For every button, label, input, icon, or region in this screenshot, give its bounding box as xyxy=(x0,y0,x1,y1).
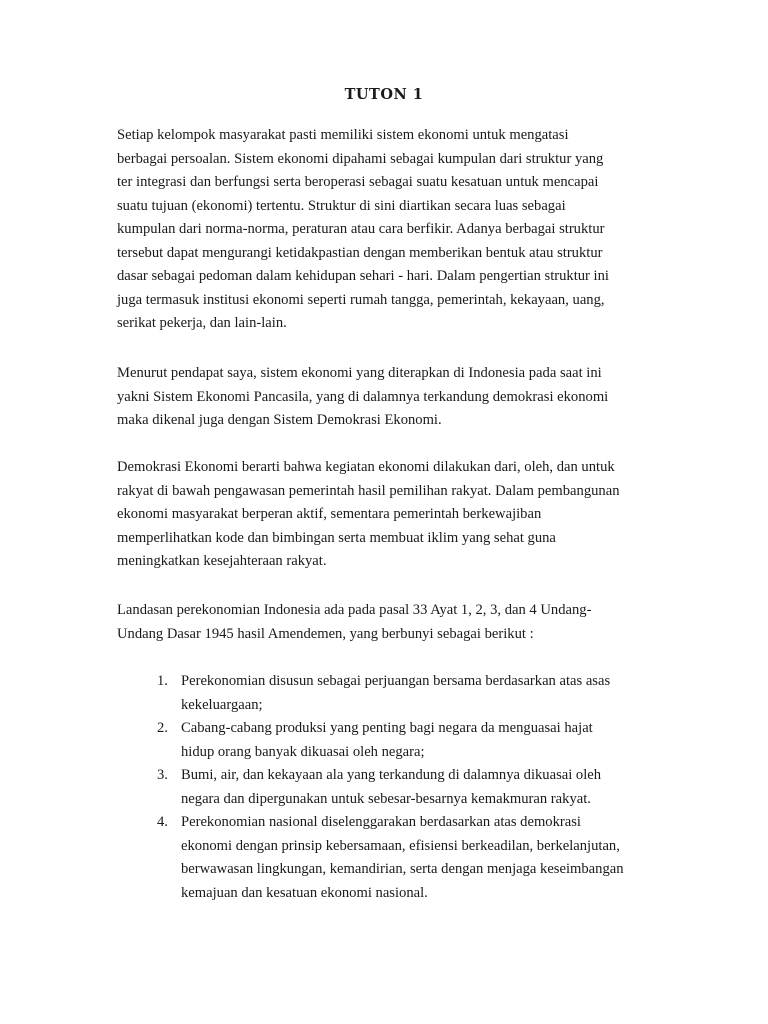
list-line: kekeluargaan; xyxy=(181,696,263,713)
paragraph-4 xyxy=(117,599,637,646)
list-line: Bumi, air, dan kekayaan ala yang terkandung di dalamnya dikuasai oleh xyxy=(181,767,602,783)
text-line: memperlihatkan kode dan bimbingan serta membuat iklim yang sehat guna xyxy=(117,529,556,546)
text-line: Demokrasi Ekonomi berarti bahwa kegiatan ekonomi dilakukan dari, oleh, dan untuk xyxy=(117,459,615,475)
numbered-list xyxy=(117,670,677,905)
document-title: TUTON 1 xyxy=(344,86,424,103)
text-line: kumpulan dari norma-norma, peraturan atau cara berfikir. Adanya berbagai struktur xyxy=(117,221,605,237)
text-line: Landasan perekonomian Indonesia ada pada pasal 33 Ayat 1, 2, 3, dan 4 Undang- xyxy=(117,602,592,618)
text-line: tersebut dapat mengurangi ketidakpastian dengan memberikan bentuk atau struktur xyxy=(117,244,603,261)
text-line: maka dikenal juga dengan Sistem Demokrasi Ekonomi. xyxy=(117,412,442,428)
paragraph-3 xyxy=(117,456,637,574)
list-item xyxy=(117,811,677,905)
list-number: 3. xyxy=(157,767,168,783)
list-number: 1. xyxy=(157,673,168,689)
paragraph-1 xyxy=(117,124,637,336)
text-line: Undang Dasar 1945 hasil Amendemen, yang berbunyi sebagai berikut : xyxy=(117,625,534,642)
text-line: juga termasuk institusi ekonomi seperti rumah tangga, pemerintah, kekayaan, uang, xyxy=(117,291,605,308)
list-line: Cabang-cabang produksi yang penting bagi negara da menguasai hajat xyxy=(181,720,593,736)
list-item xyxy=(117,670,677,717)
list-line: kemajuan dan kesatuan ekonomi nasional. xyxy=(181,884,428,901)
paragraph-2 xyxy=(117,362,637,433)
list-line: ekonomi dengan prinsip kebersamaan, efisiensi berkeadilan, berkelanjutan, xyxy=(181,837,620,854)
text-line: Setiap kelompok masyarakat pasti memiliki sistem ekonomi untuk mengatasi xyxy=(117,127,569,143)
list-line: berwawasan lingkungan, kemandirian, serta dengan menjaga keseimbangan xyxy=(181,861,624,877)
text-line: meningkatkan kesejahteraan rakyat. xyxy=(117,553,327,569)
text-line: rakyat di bawah pengawasan pemerintah hasil pemilihan rakyat. Dalam pembangunan xyxy=(117,482,620,499)
list-number: 4. xyxy=(157,814,168,830)
text-line: berbagai persoalan. Sistem ekonomi dipahami sebagai kumpulan dari struktur yang xyxy=(117,150,604,167)
list-line: negara dan dipergunakan untuk sebesar-besarnya kemakmuran rakyat. xyxy=(181,790,591,807)
text-line: suatu tujuan (ekonomi) tertentu. Struktur di sini diartikan secara luas sebagai xyxy=(117,197,566,214)
list-number: 2. xyxy=(157,720,168,736)
list-item xyxy=(117,717,677,764)
list-line: Perekonomian disusun sebagai perjuangan bersama berdasarkan atas asas xyxy=(181,673,611,689)
text-line: yakni Sistem Ekonomi Pancasila, yang di dalamnya terkandung demokrasi ekonomi xyxy=(117,388,609,405)
text-line: dasar sebagai pedoman dalam kehidupan sehari - hari. Dalam pengertian struktur ini xyxy=(117,268,609,284)
list-line: Perekonomian nasional diselenggarakan berdasarkan atas demokrasi xyxy=(181,814,581,830)
text-line: ter integrasi dan berfungsi serta beroperasi sebagai suatu kesatuan untuk mencapai xyxy=(117,174,599,190)
text-line: ekonomi masyarakat berperan aktif, sementara pemerintah berkewajiban xyxy=(117,506,542,522)
text-line: Menurut pendapat saya, sistem ekonomi yang diterapkan di Indonesia pada saat ini xyxy=(117,365,602,381)
text-line: serikat pekerja, dan lain-lain. xyxy=(117,315,287,331)
list-line: hidup orang banyak dikuasai oleh negara; xyxy=(181,743,425,760)
list-item xyxy=(117,764,677,811)
